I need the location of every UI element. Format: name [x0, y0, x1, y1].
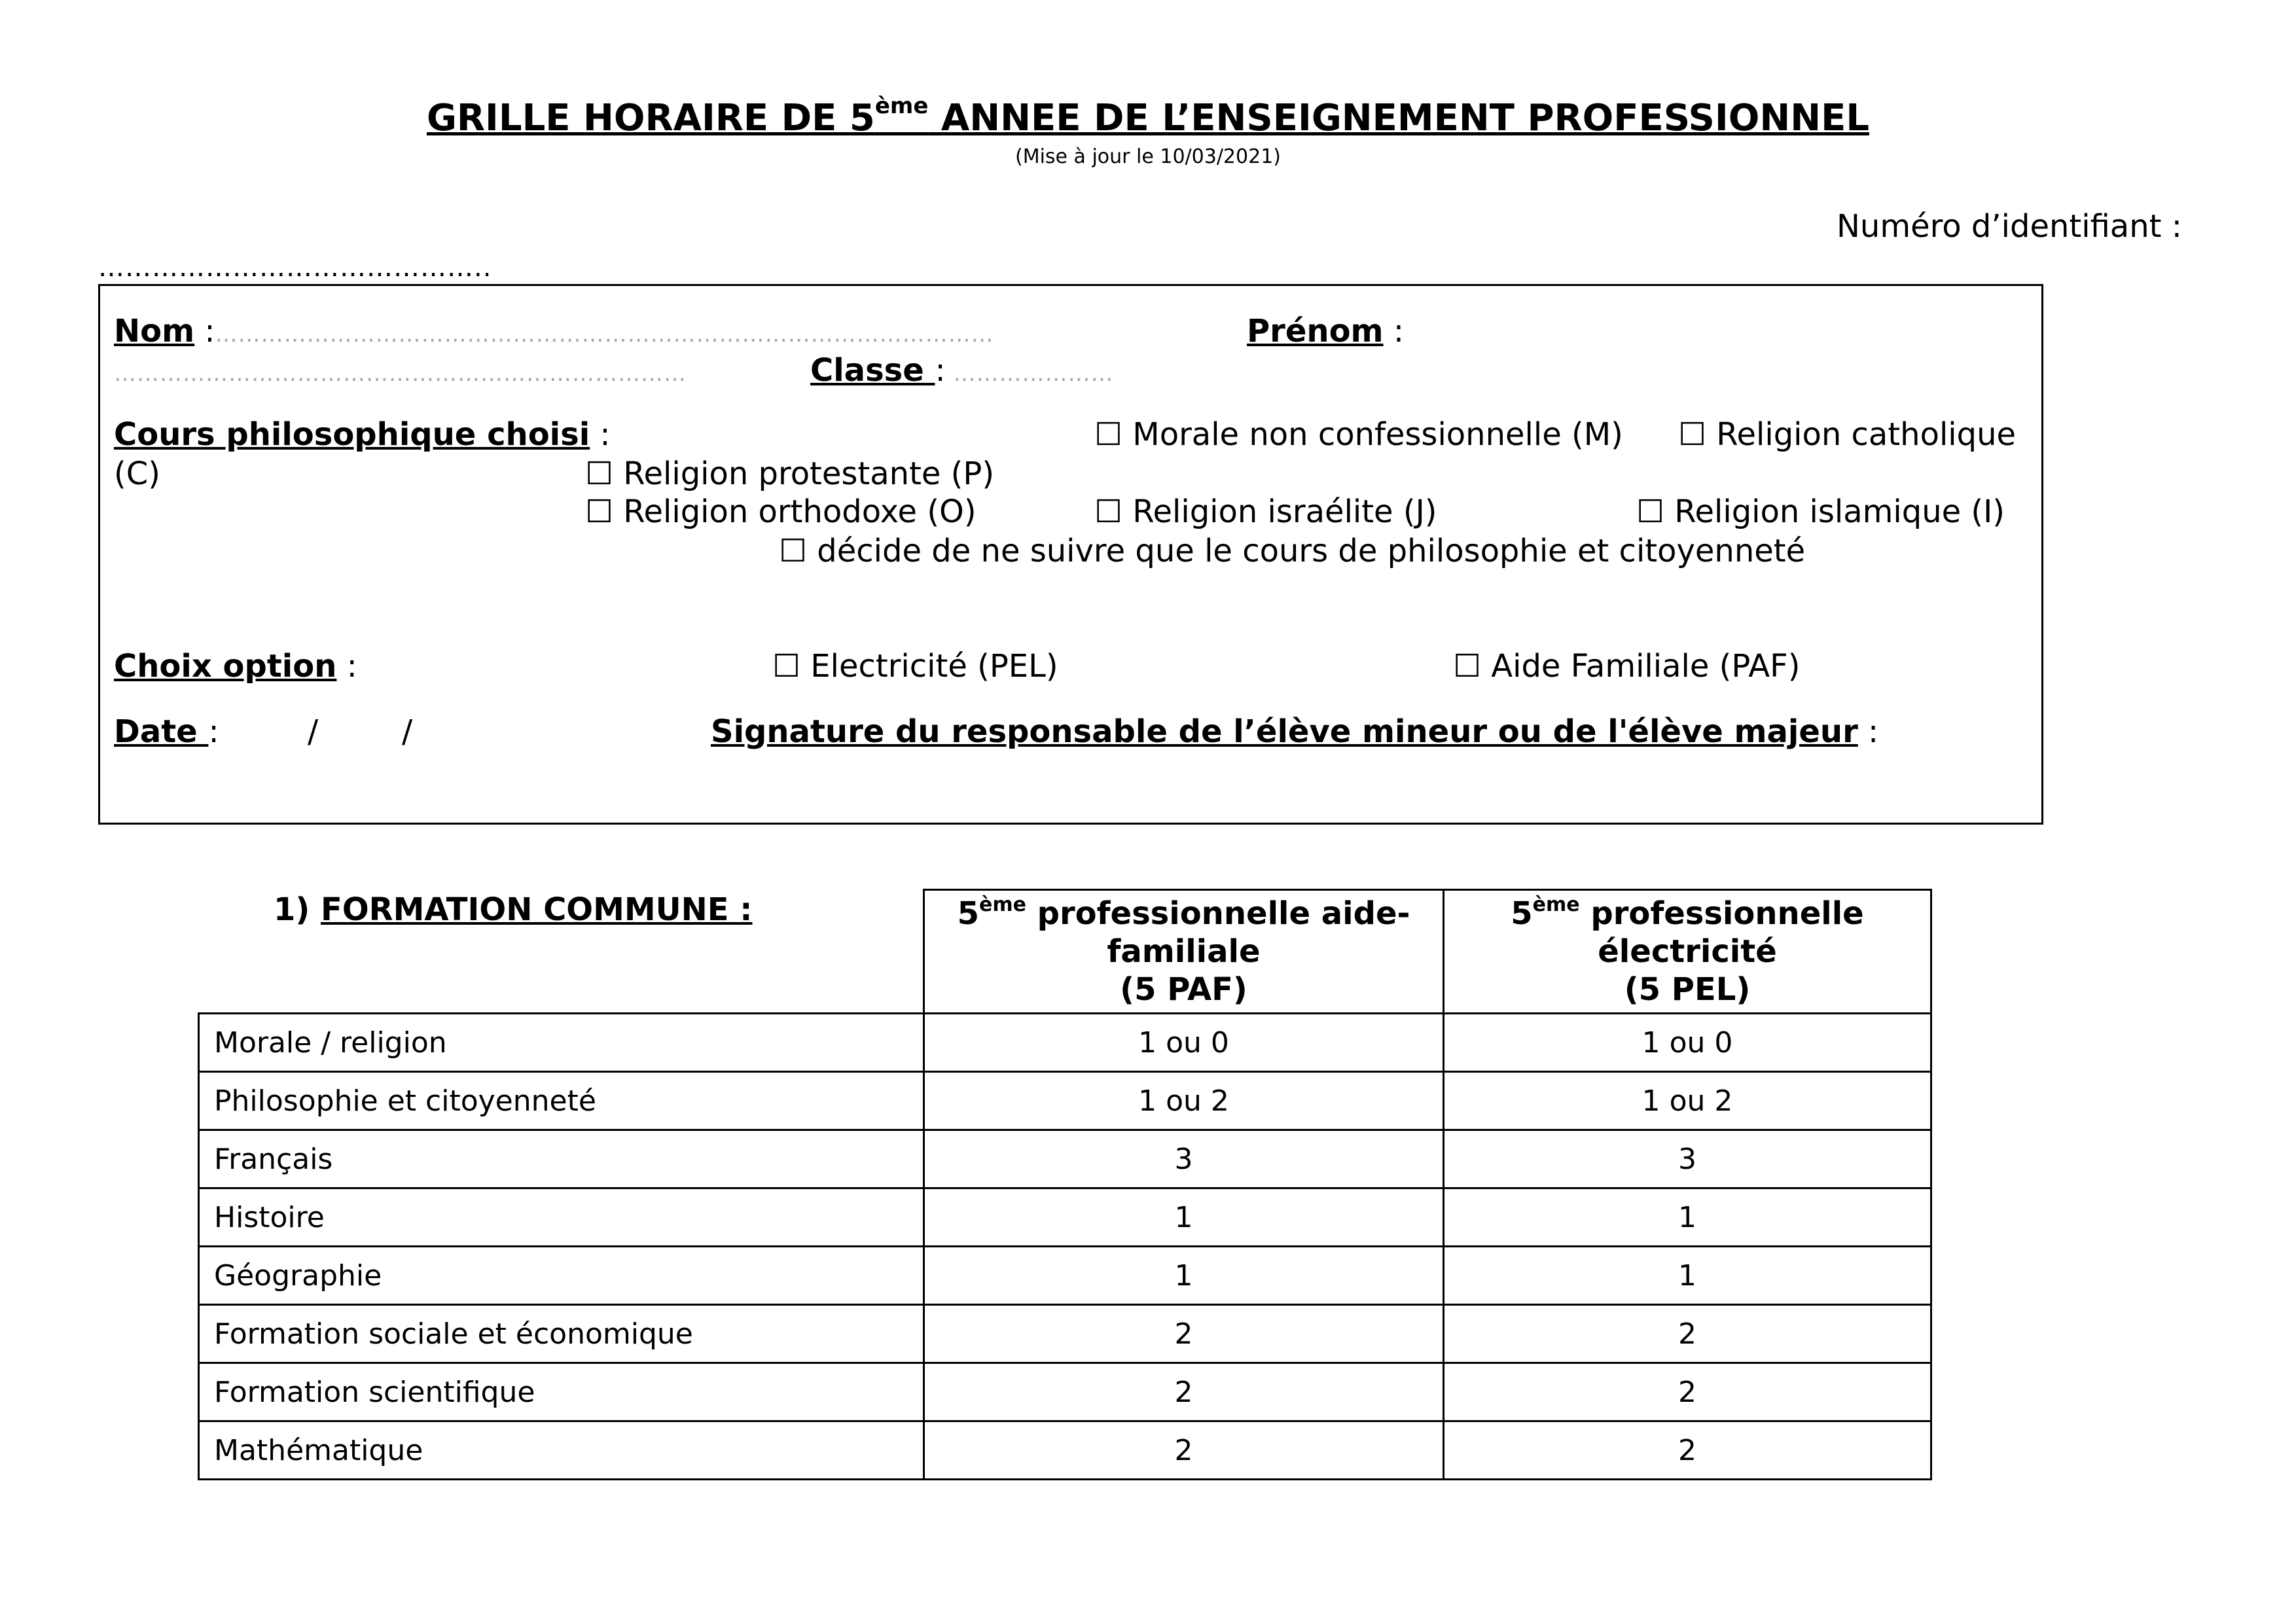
pel-cell: 1 — [1444, 1188, 1931, 1247]
nom-label: Nom — [114, 313, 195, 349]
classe-group: Classe : ………………… — [810, 352, 1114, 389]
subject-cell: Formation scientifique — [199, 1363, 924, 1421]
classe-label: Classe — [810, 352, 935, 389]
subject-cell: Morale / religion — [199, 1014, 924, 1072]
paf-cell: 1 ou 0 — [924, 1014, 1444, 1072]
choix-label: Choix option — [114, 648, 337, 685]
option-aide-familiale[interactable]: ☐ Aide Familiale (PAF) — [1453, 648, 1801, 685]
subject-cell: Géographie — [199, 1247, 924, 1305]
paf-cell: 1 — [924, 1188, 1444, 1247]
cours-label: Cours philosophique choisi — [114, 416, 590, 453]
pel-cell: 1 ou 0 — [1444, 1014, 1931, 1072]
paf-cell: 1 ou 2 — [924, 1072, 1444, 1130]
table-row — [199, 1247, 1931, 1305]
nom-row: Nom :………………………………………………………………………………………… — [114, 313, 994, 349]
update-note: (Mise à jour le 10/03/2021) — [1015, 145, 1281, 168]
pel-cell: 2 — [1444, 1421, 1931, 1480]
pel-cell: 2 — [1444, 1363, 1931, 1421]
prenom-label: Prénom — [1247, 313, 1384, 349]
title-underlined: GRILLE HORAIRE DE 5ème ANNEE DE L’ENSEIGNEMENT PROFESSIONNEL — [426, 93, 1870, 139]
option-philosophie[interactable]: ☐ décide de ne suivre que le cours de philosophie et citoyenneté — [779, 533, 1806, 569]
option-electricite[interactable]: ☐ Electricité (PEL) — [772, 648, 1058, 685]
date-slash-1: / — [308, 713, 319, 750]
choix-row: Choix option : — [114, 648, 357, 685]
date-row: Date : — [114, 713, 219, 750]
option-orthodoxe[interactable]: ☐ Religion orthodoxe (O) — [585, 493, 977, 530]
table-row — [199, 1072, 1931, 1130]
option-catholique-code: (C) — [114, 455, 160, 492]
schedule-table — [198, 889, 1932, 1480]
subject-cell: Formation sociale et économique — [199, 1305, 924, 1363]
option-catholique[interactable]: ☐ Religion catholique — [1678, 416, 2017, 453]
paf-cell: 2 — [924, 1305, 1444, 1363]
option-islamique[interactable]: ☐ Religion islamique (I) — [1636, 493, 2005, 530]
header-empty-cell — [199, 890, 924, 1014]
cours-label-row: Cours philosophique choisi : — [114, 416, 611, 453]
prenom-field[interactable]: ………………………………………………………………… — [114, 361, 687, 387]
subject-cell: Philosophie et citoyenneté — [199, 1072, 924, 1130]
date-label: Date — [114, 713, 209, 750]
date-slash-2: / — [402, 713, 413, 750]
option-morale[interactable]: ☐ Morale non confessionnelle (M) — [1094, 416, 1623, 453]
table-row — [199, 1421, 1931, 1480]
table-row — [199, 1305, 1931, 1363]
table-row — [199, 1188, 1931, 1247]
classe-row — [114, 352, 687, 389]
column-header-pel: 5ème professionnelle électricité (5 PEL) — [1444, 890, 1931, 1014]
pel-cell: 1 — [1444, 1247, 1931, 1305]
paf-cell: 3 — [924, 1130, 1444, 1188]
page-title — [0, 93, 2296, 139]
paf-cell: 2 — [924, 1421, 1444, 1480]
classe-field[interactable]: ………………… — [945, 361, 1114, 387]
signature-row: Signature du responsable de l’élève mineur ou de l'élève majeur : — [711, 713, 1879, 750]
subject-cell: Français — [199, 1130, 924, 1188]
pel-cell: 1 ou 2 — [1444, 1072, 1931, 1130]
section-title: 1) FORMATION COMMUNE : — [274, 891, 753, 928]
pel-cell: 2 — [1444, 1305, 1931, 1363]
paf-cell: 1 — [924, 1247, 1444, 1305]
option-protestante[interactable]: ☐ Religion protestante (P) — [585, 455, 995, 492]
prenom-row: Prénom : — [1247, 313, 1405, 349]
table-row — [199, 1014, 1931, 1072]
column-header-paf: 5ème professionnelle aide- familiale (5 PAF) — [924, 890, 1444, 1014]
nom-field[interactable]: ………………………………………………………………………………………… — [215, 321, 994, 348]
signature-label: Signature du responsable de l’élève mineur ou de l'élève majeur — [711, 713, 1858, 750]
identifier-label: Numéro d’identifiant : — [1837, 208, 2182, 245]
table-row — [199, 1363, 1931, 1421]
pel-cell: 3 — [1444, 1130, 1931, 1188]
table-header-row — [199, 890, 1931, 1014]
paf-cell: 2 — [924, 1363, 1444, 1421]
option-israelite[interactable]: ☐ Religion israélite (J) — [1094, 493, 1437, 530]
subject-cell: Histoire — [199, 1188, 924, 1247]
table-row — [199, 1130, 1931, 1188]
subject-cell: Mathématique — [199, 1421, 924, 1480]
identifier-dots: …………………………………….. — [98, 253, 492, 283]
